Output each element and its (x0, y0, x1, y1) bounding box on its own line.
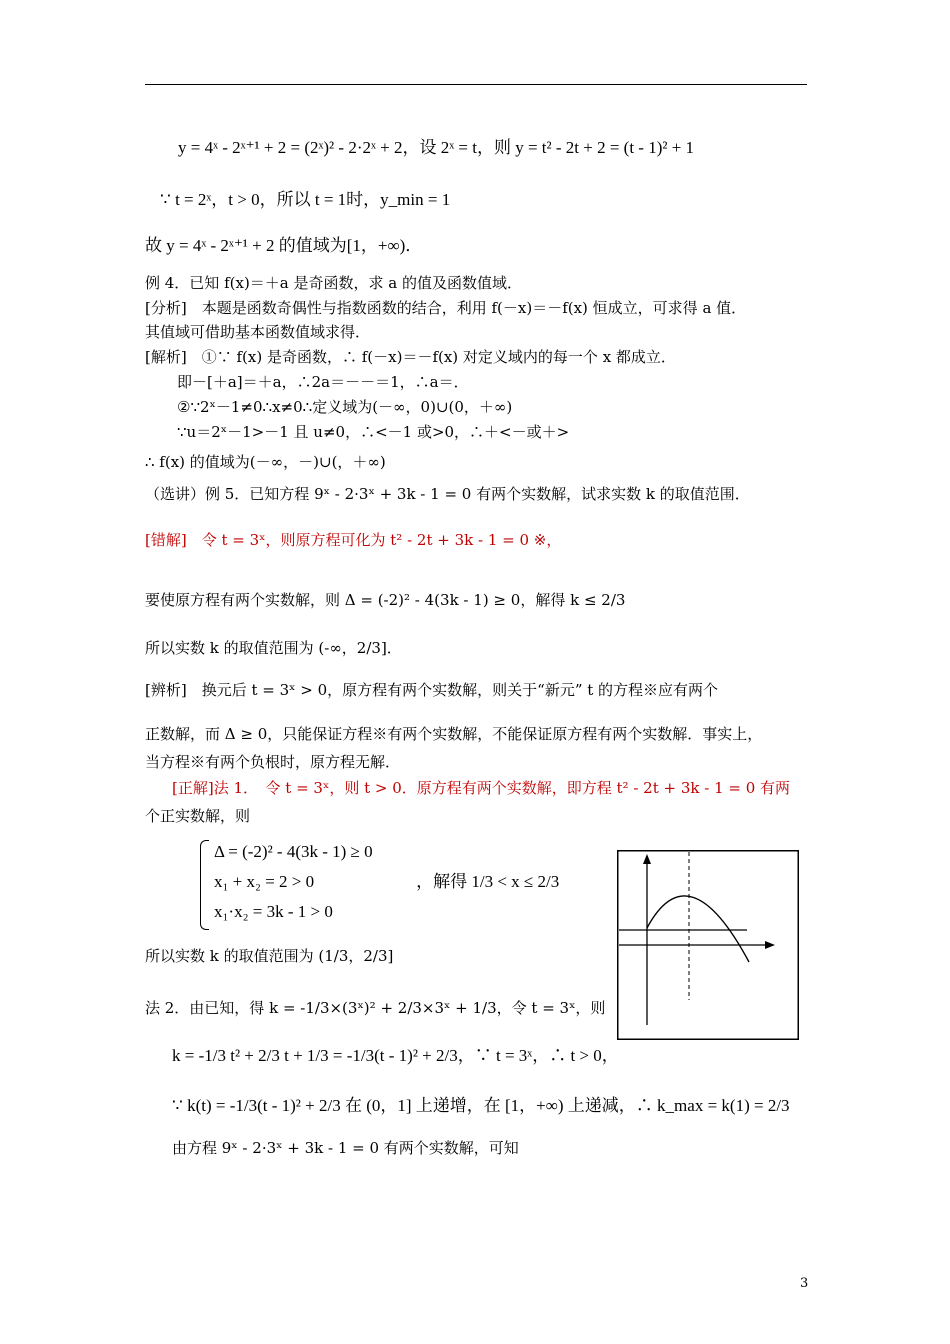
text-line-3: 故 y = 4ˣ - 2ˣ⁺¹ + 2 的值域为[1，+∞)． (145, 236, 423, 255)
wrong-solution-line-3: 所以实数 k 的取值范围为 (-∞，2/3]． (145, 639, 402, 657)
discrimination-line-3: 当方程※有两个负根时，原方程无解． (145, 753, 401, 771)
wrong-solution-line-1: [错解] 令 t = 3ˣ，则原方程可化为 t² - 2t + 3k - 1 = 0 ※， (145, 531, 562, 549)
page-number: 3 (800, 1276, 809, 1291)
text-line-2: ∵ t = 2ˣ，t > 0，所以 t = 1时，y_min = 1 (160, 190, 451, 209)
example-4-heading: 例 4．已知 f(x)＝＋a 是奇函数，求 a 的值及函数值域． (145, 274, 522, 292)
analysis-line-1: [分析] 本题是函数奇偶性与指数函数的结合，利用 f(－x)＝－f(x) 恒成立，可求得 a 值． (145, 299, 747, 317)
method-2-line-2: k = -1/3 t² + 2/3 t + 1/3 = -1/3(t - 1)² + 2/3，∵ t = 3ˣ，∴ t > 0， (172, 1046, 619, 1065)
method-2-line-1: 法 2．由已知，得 k = -1/3×(3ˣ)² + 2/3×3ˣ + 1/3，令 t = 3ˣ，则 (145, 999, 606, 1017)
range-result-line: 所以实数 k 的取值范围为 (1/3，2/3] (145, 947, 394, 965)
correct-solution-line-1: [正解]法 1． 令 t = 3ˣ，则 t > 0．原方程有两个实数解，即方程 t² - 2t + 3k - 1 = 0 有两 (172, 779, 791, 797)
method-2-line-3: ∵ k(t) = -1/3(t - 1)² + 2/3 在 (0，1] 上递增，在 [1，+∞) 上递减，∴ k_max = k(1) = 2/3 (172, 1096, 790, 1115)
y-axis-arrow (643, 854, 651, 864)
system-line-3: x₁·x₂ = 3k - 1 > 0 (214, 902, 333, 921)
solution-line-2: 即－[＋a]＝＋a，∴2a＝－－＝1，∴a＝． (177, 373, 469, 391)
method-2-line-4: 由方程 9ˣ - 2·3ˣ + 3k - 1 = 0 有两个实数解，可知 (172, 1139, 519, 1157)
solution-line-4: ∵u＝2ˣ－1>－1 且 u≠0，∴<－1 或>0，∴＋<－或＋> (177, 423, 570, 441)
solution-line-5: ∴ f(x) 的值域为(－∞，－)∪(，＋∞) (145, 453, 386, 471)
wrong-solution-line-2: 要使原方程有两个实数解，则 Δ = (-2)² - 4(3k - 1) ≥ 0，解得 k ≤ 2/3 (145, 591, 626, 609)
system-brace (200, 840, 209, 930)
system-line-2: x₁ + x₂ = 2 > 0 ，解得 1/3 < x ≤ 2/3 (214, 872, 560, 891)
analysis-line-2: 其值域可借助基本函数值域求得． (145, 323, 371, 341)
solution-line-1: [解析] ①∵ f(x) 是奇函数，∴ f(－x)＝－f(x) 对定义域内的每一个 x 都成立． (145, 348, 676, 366)
discrimination-line-1: [辨析] 换元后 t = 3ˣ > 0，原方程有两个实数解，则关于“新元” t 的方程※应有两个 (145, 681, 719, 699)
x-axis-arrow (765, 941, 775, 949)
text-line-1: y = 4ˣ - 2ˣ⁺¹ + 2 = (2ˣ)² - 2·2ˣ + 2，设 2ˣ = t，则 y = t² - 2t + 2 = (t - 1)² + 1 (178, 138, 695, 157)
header-rule (145, 84, 807, 85)
correct-solution-line-2: 个正实数解，则 (145, 807, 251, 825)
system-line-1: Δ = (-2)² - 4(3k - 1) ≥ 0 (214, 842, 373, 861)
example-5-heading: （选讲）例 5．已知方程 9ˣ - 2·3ˣ + 3k - 1 = 0 有两个实数解，试求实数 k 的取值范围． (145, 485, 750, 503)
solution-line-3: ②∵2ˣ－1≠0∴x≠0∴定义域为(－∞，0)∪(0，＋∞) (177, 398, 513, 416)
discrimination-line-2: 正数解，而 Δ ≥ 0，只能保证方程※有两个实数解，不能保证原方程有两个实数解．事实上， (145, 725, 763, 743)
parabola-figure (617, 850, 799, 1040)
parabola-curve (647, 896, 749, 962)
